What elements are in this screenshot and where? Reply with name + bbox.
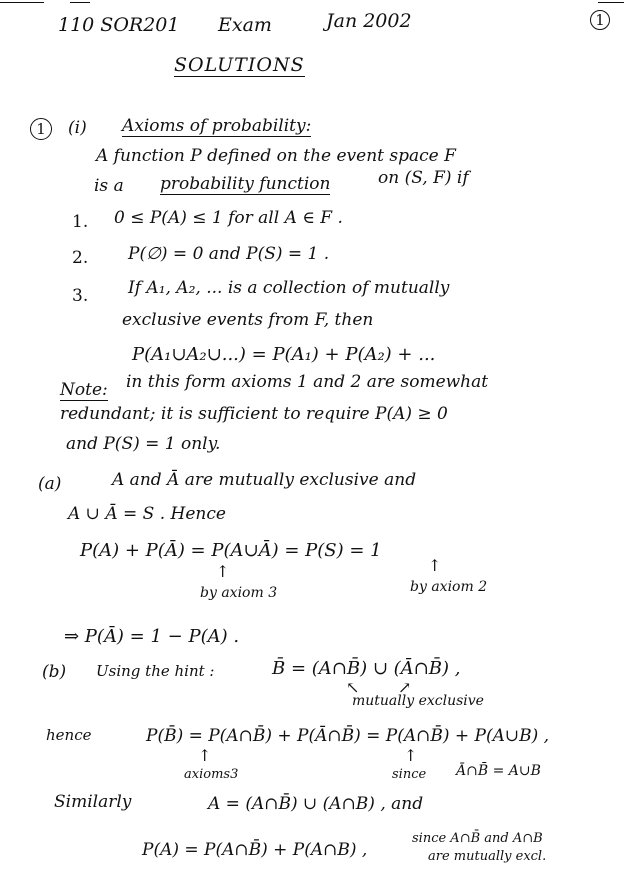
- top-rule-left: [0, 2, 44, 3]
- axiom-3-formula: P(A₁∪A₂∪...) = P(A₁) + P(A₂) + ...: [132, 344, 436, 365]
- page-title: SOLUTIONS: [174, 54, 305, 76]
- exam-label: Exam: [218, 14, 272, 36]
- part-b-label: (b): [42, 662, 67, 682]
- note-line-1: in this form axioms 1 and 2 are somewhat: [126, 372, 489, 392]
- intro-line-2a: is a: [94, 176, 124, 196]
- top-rule-right: [598, 2, 624, 3]
- part-b-equation: B̄ = (A∩B̄) ∪ (Ā∩B̄) ,: [272, 658, 461, 679]
- part-a-note-right: by axiom 2: [410, 579, 488, 595]
- part-a-result: ⇒ P(Ā) = 1 − P(A) .: [64, 626, 240, 647]
- section-heading: Axioms of probability:: [122, 116, 312, 136]
- part-b-hence: hence: [46, 726, 92, 744]
- axiom-3-text: If A₁, A₂, ... is a collection of mutually: [128, 278, 450, 298]
- arrow-up-icon: ↑: [198, 746, 212, 765]
- similarly-label: Similarly: [54, 792, 132, 812]
- arrow-up-icon: ↗: [398, 678, 412, 697]
- axiom-2-number: 2.: [72, 248, 89, 268]
- note-line-3: and P(S) = 1 only.: [66, 434, 221, 454]
- question-number: 1: [30, 118, 52, 140]
- arrow-up-icon: ↑: [404, 746, 418, 765]
- part-a-label: (a): [38, 474, 62, 494]
- axiom-3-number: 3.: [72, 286, 89, 306]
- note-label: Note:: [60, 380, 108, 400]
- part-a-line-2: A ∪ Ā = S . Hence: [68, 504, 226, 524]
- similarly-equation: A = (A∩B̄) ∪ (A∩B) , and: [208, 794, 424, 814]
- part-b-axioms-note: axioms3: [184, 767, 239, 782]
- similarly-note-2: are mutually excl.: [428, 849, 547, 864]
- axiom-3-continuation: exclusive events from F, then: [122, 310, 374, 330]
- similarly-formula: P(A) = P(A∩B̄) + P(A∩B) ,: [142, 840, 368, 860]
- part-a-formula: P(A) + P(Ā) = P(A∪Ā) = P(S) = 1: [80, 540, 382, 561]
- arrow-up-icon: ↑: [428, 556, 442, 575]
- axiom-2-text: P(∅) = 0 and P(S) = 1 .: [128, 244, 330, 264]
- note-line-2: redundant; it is sufficient to require P(A) ≥ 0: [60, 404, 448, 424]
- top-rule-mid: [70, 2, 90, 3]
- arrow-up-icon: ↖: [346, 678, 360, 697]
- intro-line-2b: probability function: [160, 174, 331, 194]
- similarly-note-1: since A∩B̄ and A∩B: [412, 831, 543, 846]
- page-number: 1: [590, 10, 610, 30]
- part-b-formula: P(B̄) = P(A∩B̄) + P(Ā∩B̄) = P(A∩B̄) + P(A∪B) ,: [146, 726, 550, 746]
- intro-line-2c: on (S, F) if: [378, 168, 469, 188]
- arrow-up-icon: ↑: [216, 562, 230, 581]
- part-b-mutex-note: mutually exclusive: [352, 693, 484, 709]
- exam-date: Jan 2002: [326, 10, 412, 32]
- part-a-line-1: A and Ā are mutually exclusive and: [112, 470, 417, 490]
- intro-line-1: A function P defined on the event space F: [96, 146, 456, 166]
- part-label: (i): [68, 118, 87, 138]
- axiom-1-number: 1.: [72, 212, 89, 232]
- part-b-hint: Using the hint :: [96, 662, 215, 680]
- course-code: 110 SOR201: [58, 14, 180, 36]
- part-b-since-equation: Ā∩B̄ = A∪B: [456, 763, 541, 779]
- part-b-since-note: since: [392, 767, 427, 782]
- axiom-1-text: 0 ≤ P(A) ≤ 1 for all A ∈ F .: [114, 208, 343, 228]
- part-a-note-left: by axiom 3: [200, 585, 278, 601]
